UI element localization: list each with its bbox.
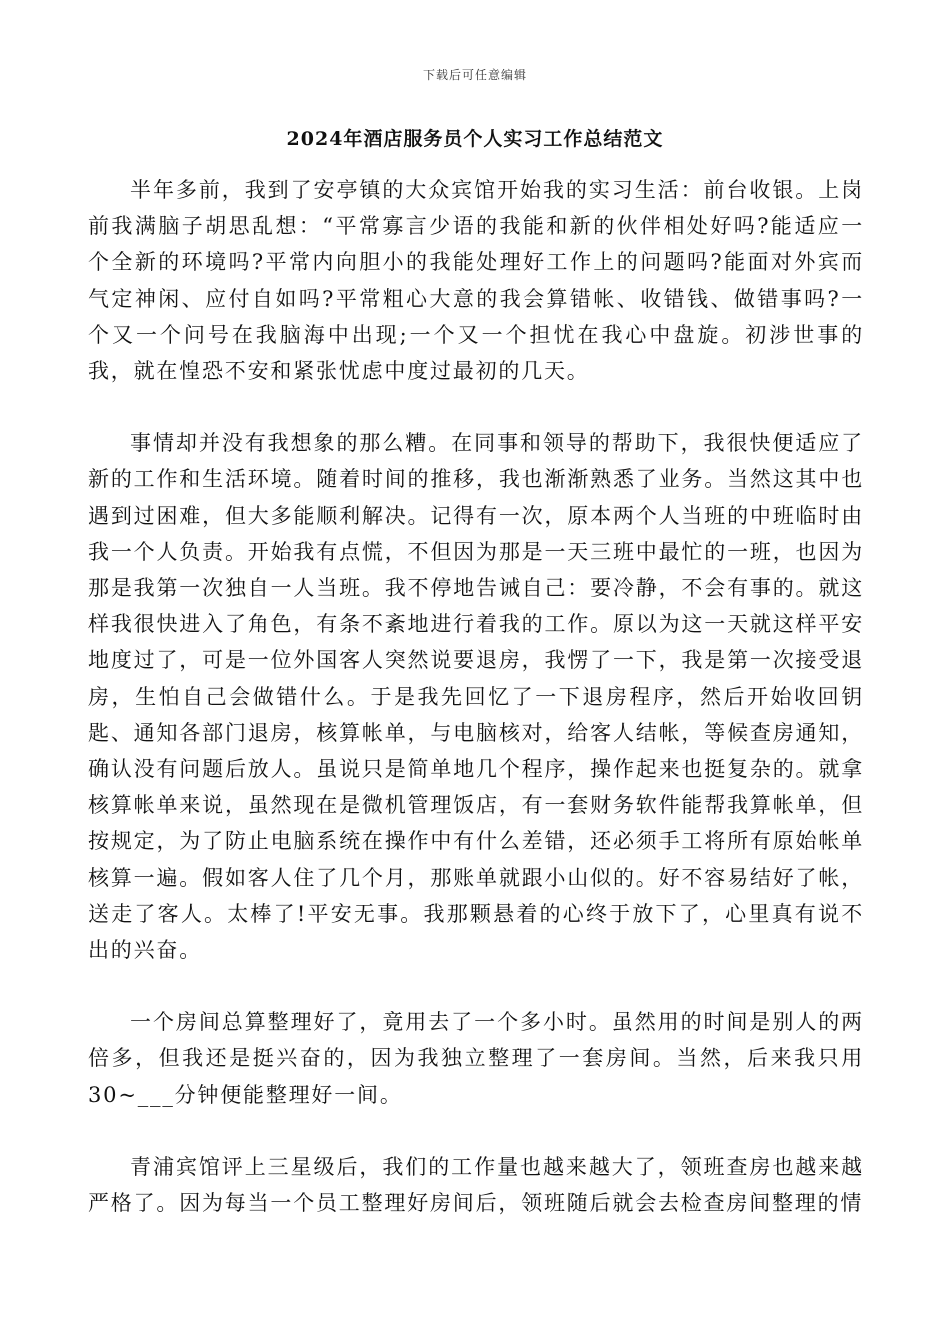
download-note: 下载后可任意编辑 [422,68,527,82]
paragraph-4: 青浦宾馆评上三星级后，我们的工作量也越来越大了，领班查房也越来越严格了。因为每当一个员工整理好房间后，领班随后就会去检查房间整理的情 [88,1154,864,1216]
document-body [88,172,864,1257]
paragraph-3: 一个房间总算整理好了，竟用去了一个多小时。虽然用的时间是别人的两倍多，但我还是挺兴奋的，因为我独立整理了一套房间。当然，后来我只用30~___分钟便能整理好一间。 [88,1010,864,1107]
paragraph-2: 事情却并没有我想象的那么糟。在同事和领导的帮助下，我很快便适应了新的工作和生活环境。随着时间的推移，我也渐渐熟悉了业务。当然这其中也遇到过困难，但大多能顺利解决。记得有一次，原本两个人当班的中班临时由我一个人负责。开始我有点慌，不但因为那是一天三班中最忙的一班，也因为那是我第一次独自一人当班。我不停地告诫自己：要冷静，不会有事的。就这样我很快进入了角色，有条不紊地进行着我的工作。原以为这一天就这样平安地度过了，可是一位外国客人突然说要退房，我愣了一下，我是第一次接受退房，生怕自己会做错什么。于是我先回忆了一下退房程序，然后开始收回钥匙、通知各部门退房，核算帐单，与电脑核对，给客人结帐，等候查房通知，确认没有问题后放人。虽说只是简单地几个程序，操作起来也挺复杂的。就拿核算帐单来说，虽然现在是微机管理饭店，有一套财务软件能帮我算帐单，但按规定，为了防止电脑系统在操作中有什么差错，还必须手工将所有原始帐单核算一遍。假如客人住了几个月，那账单就跟小山似的。好不容易结好了帐，送走了客人。太棒了!平安无事。我那颗悬着的心终于放下了，心里真有说不出的兴奋。 [88,431,864,963]
paragraph-1: 半年多前，我到了安亭镇的大众宾馆开始我的实习生活：前台收银。上岗前我满脑子胡思乱想：“平常寡言少语的我能和新的伙伴相处好吗?能适应一个全新的环境吗?平常内向胆小的我能处理好工作上的问题吗?能面对外宾而气定神闲、应付自如吗?平常粗心大意的我会算错帐、收错钱、做错事吗?一个又一个问号在我脑海中出现;一个又一个担忧在我心中盘旋。初涉世事的我，就在惶恐不安和紧张忧虑中度过最初的几天。 [88,178,864,384]
document-title: 2024年酒店服务员个人实习工作总结范文 [286,128,664,150]
